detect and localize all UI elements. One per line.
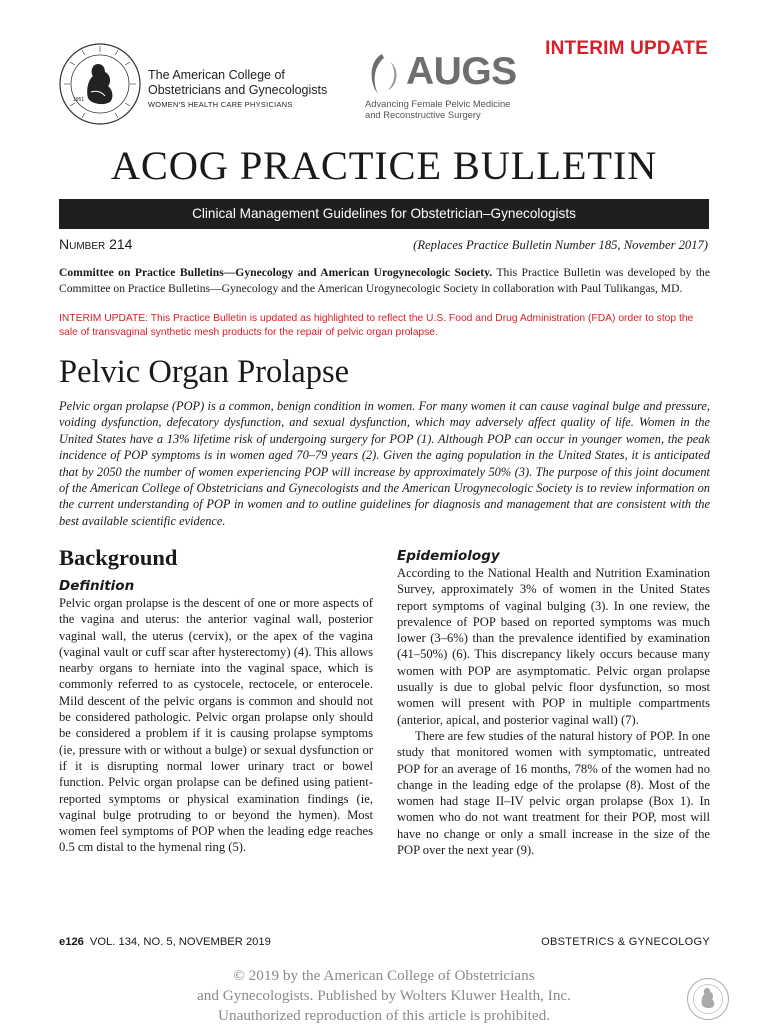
copyright-line1: © 2019 by the American College of Obstetricians <box>233 967 535 984</box>
page-number: e126 <box>59 936 84 948</box>
article-abstract: Pelvic organ prolapse (POP) is a common, benign condition in women. For many women it can cause vaginal bulge and pressure, voiding dysfunction, defecatory dysfunction, and sexual dysfunction, which may adversely affect quality of life. Women in the United States have a 13% lifetime risk of undergoing surgery for POP (1). Although POP can occur in younger women, the peak incidence of POP symptoms is in women aged 70–79 years (2). Given the aging population in the United States, it is anticipated that by 2050 the number of women experiencing POP will increase by approximately 50% (3). The purpose of this joint document of the American College of Obstetricians and Gynecologists and the American Urogynecologic Society is to review information on the current understanding of POP in women and to outline guidelines for diagnosis and management that are consistent with the best available scientific evidence. <box>59 399 710 528</box>
acog-tagline: WOMEN'S HEALTH CARE PHYSICIANS <box>148 100 293 109</box>
definition-text: Pelvic organ prolapse is the descent of one or more aspects of the vagina and uterus: the anterior vaginal wall, posterior vaginal wall, the uterus (cervix), or the apex of the vagina (vaginal vault or cuff scar after hysterectomy) (4). This allows nearby organs to herniate into the vaginal space, which is commonly referred to as cystocele, rectocele, or enterocele. Mild descent of the pelvic organs is common and should not be considered pathologic. Pelvic organ prolapse only should be considered a problem if it is causing prolapse symptoms (ie, pressure with or without a bulge) or sexual dysfunction or if it is disrupting normal lower urinary tract or bowel function. Pelvic organ prolapse can be defined using patient-reported symptoms or physical examination findings (ie, vaginal bulge protruding to or beyond the hymen). Most women feel symptoms of POP when the leading edge reaches 0.5 cm distal to the hymenal ring (5). <box>59 596 373 855</box>
epidemiology-paragraph-2: There are few studies of the natural history of POP. In one study that monitored women with symptomatic, untreated POP for an average of 16 months, 78% of the women had no change in the leading edge of the prolapse (8). Most of the women had stage II–IV pelvic organ prolapse (Box 1). In women who do not want treatment for their POP, most will have no change or only a small increase in the size of the POP over the next year (9). <box>397 728 710 858</box>
epidemiology-heading: Epidemiology <box>397 548 500 564</box>
left-column <box>59 544 373 856</box>
augs-wordmark: AUGS <box>406 50 517 93</box>
acog-seal-icon <box>58 42 142 126</box>
augs-tagline <box>365 98 510 120</box>
copyright-line2: and Gynecologists. Published by Wolters Kluwer Health, Inc. <box>197 987 571 1004</box>
page-footer-left <box>59 936 271 948</box>
issue-info: VOL. 134, NO. 5, NOVEMBER 2019 <box>89 936 271 948</box>
interim-update-note: INTERIM UPDATE: This Practice Bulletin is updated as highlighted to reflect the U.S. Food and Drug Administration (FDA) order to stop the sale of transvaginal synthetic mesh products for the repair of pelvic organ prolapse. <box>59 313 694 338</box>
guidelines-banner: Clinical Management Guidelines for Obstetrician–Gynecologists <box>59 199 709 229</box>
document-title: ACOG PRACTICE BULLETIN <box>110 143 658 188</box>
bulletin-number: Number 214 <box>59 236 133 252</box>
augs-logo-icon <box>362 52 406 96</box>
epidemiology-paragraph-1: According to the National Health and Nutrition Examination Survey, approximately 3% of women in the United States report symptoms of vaginal bulging (3). In one review, the prevalence of POP based on reported symptoms was much lower (3–6%) than the prevalence identified by examination (41–50%) (6). This discrepancy likely occurs because many women with POP are asymptomatic. Pelvic organ prolapse usually is due to global pelvic floor dysfunction, so most women will present with POP in multiple compartments (anterior, apical, and posterior vaginal wall) (7). <box>397 566 710 727</box>
interim-update-label: INTERIM UPDATE <box>545 38 708 59</box>
replaces-note: (Replaces Practice Bulletin Number 185, November 2017) <box>413 238 708 252</box>
journal-name: OBSTETRICS & GYNECOLOGY <box>541 936 710 948</box>
acog-name-line1: The American College of <box>148 68 285 82</box>
copyright-notice <box>0 966 768 1026</box>
acog-name-block <box>148 68 327 110</box>
article-title: Pelvic Organ Prolapse <box>59 354 350 390</box>
augs-tagline-line2: and Reconstructive Surgery <box>365 109 481 120</box>
watermark-seal-icon <box>686 977 730 1021</box>
committee-description: This Practice Bulletin was developed by the Committee on Practice Bulletins—Gynecology and the American Urogynecologic Society in collaboration with Paul Tulikangas, MD. <box>59 266 710 295</box>
background-heading: Background <box>59 545 178 570</box>
definition-heading: Definition <box>59 578 135 594</box>
committee-statement <box>59 265 710 297</box>
augs-tagline-line1: Advancing Female Pelvic Medicine <box>365 98 511 109</box>
acog-name-line2: Obstetricians and Gynecologists <box>148 83 328 97</box>
committee-name: Committee on Practice Bulletins—Gynecology and American Urogynecologic Society. <box>59 266 493 279</box>
right-column <box>397 547 710 858</box>
copyright-line3: Unauthorized reproduction of this article is prohibited. <box>218 1007 550 1024</box>
acog-seal-year: 1951 <box>73 97 85 103</box>
